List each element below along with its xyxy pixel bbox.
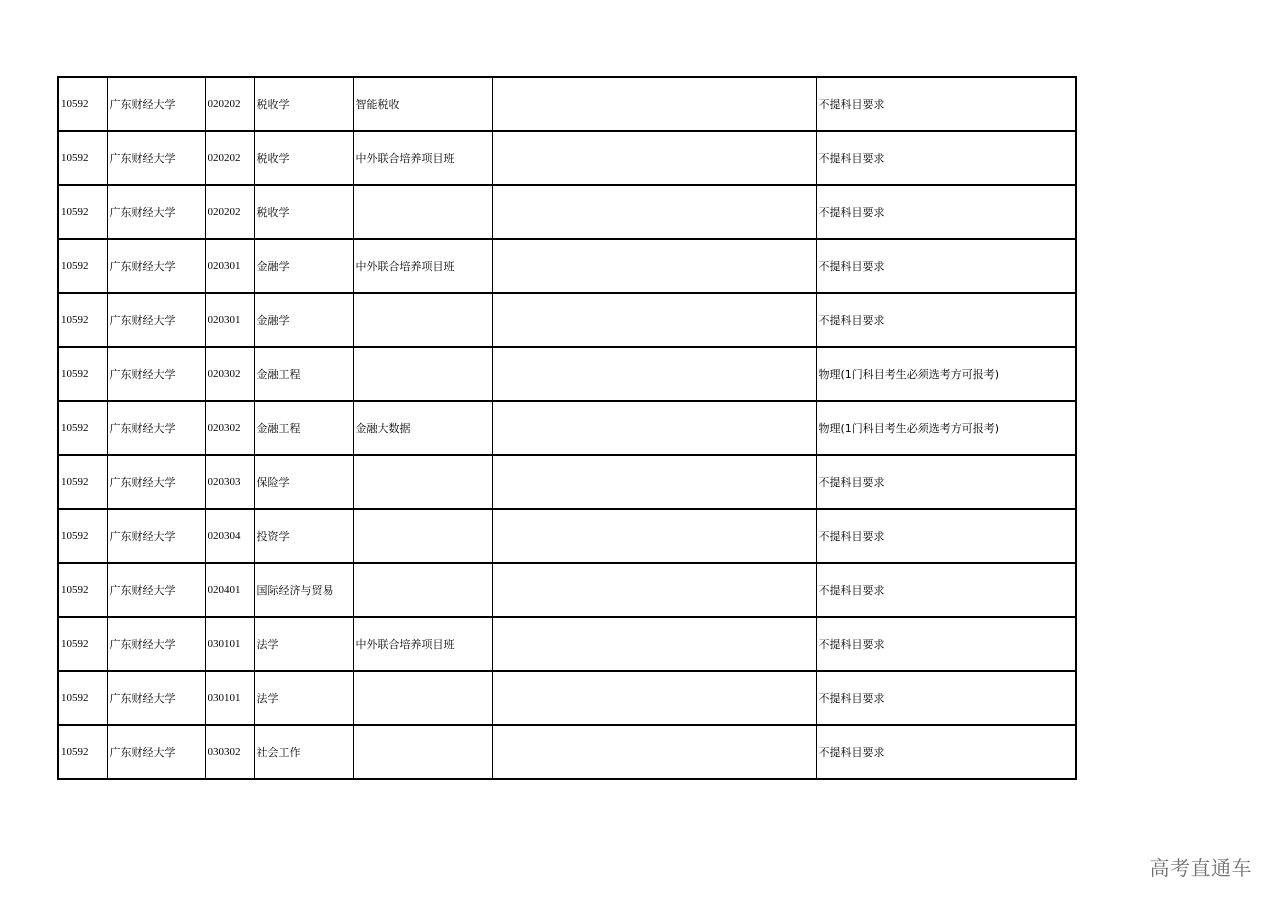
major-name-cell: 金融工程	[254, 401, 353, 455]
major-name-cell: 国际经济与贸易	[254, 563, 353, 617]
notes-cell	[492, 671, 816, 725]
major-name-cell: 税收学	[254, 131, 353, 185]
notes-cell	[492, 131, 816, 185]
school-code-cell: 10592	[58, 401, 107, 455]
major-name-cell: 保险学	[254, 455, 353, 509]
major-name-cell: 投资学	[254, 509, 353, 563]
major-direction-cell: 智能税收	[353, 77, 492, 131]
major-name-cell: 社会工作	[254, 725, 353, 779]
school-code-cell: 10592	[58, 239, 107, 293]
table-row	[58, 725, 1076, 779]
subject-requirement-cell: 不提科目要求	[816, 293, 1076, 347]
major-code-cell: 020302	[205, 347, 254, 401]
school-name-cell: 广东财经大学	[107, 401, 205, 455]
school-code-cell: 10592	[58, 455, 107, 509]
school-code-cell: 10592	[58, 131, 107, 185]
major-code-cell: 030302	[205, 725, 254, 779]
school-code-cell: 10592	[58, 77, 107, 131]
major-code-cell: 030101	[205, 671, 254, 725]
subject-requirement-table	[57, 76, 1077, 780]
major-direction-cell	[353, 563, 492, 617]
major-code-cell: 020202	[205, 77, 254, 131]
major-direction-cell	[353, 347, 492, 401]
school-name-cell: 广东财经大学	[107, 617, 205, 671]
subject-requirement-cell: 不提科目要求	[816, 671, 1076, 725]
table-row	[58, 347, 1076, 401]
major-direction-cell	[353, 185, 492, 239]
school-code-cell: 10592	[58, 617, 107, 671]
school-code-cell: 10592	[58, 347, 107, 401]
major-direction-cell: 中外联合培养项目班	[353, 239, 492, 293]
major-direction-cell	[353, 509, 492, 563]
major-direction-cell	[353, 725, 492, 779]
major-name-cell: 金融学	[254, 239, 353, 293]
watermark: 高考直通车	[1149, 856, 1252, 880]
major-code-cell: 020202	[205, 185, 254, 239]
school-code-cell: 10592	[58, 185, 107, 239]
major-code-cell: 020401	[205, 563, 254, 617]
major-direction-cell: 中外联合培养项目班	[353, 617, 492, 671]
table-row	[58, 185, 1076, 239]
table-row	[58, 455, 1076, 509]
table-row	[58, 77, 1076, 131]
school-name-cell: 广东财经大学	[107, 347, 205, 401]
major-direction-cell	[353, 671, 492, 725]
major-name-cell: 税收学	[254, 185, 353, 239]
table-row	[58, 401, 1076, 455]
school-code-cell: 10592	[58, 509, 107, 563]
school-name-cell: 广东财经大学	[107, 131, 205, 185]
major-name-cell: 金融工程	[254, 347, 353, 401]
major-code-cell: 020301	[205, 293, 254, 347]
table-body	[58, 77, 1076, 779]
subject-requirement-cell: 不提科目要求	[816, 725, 1076, 779]
subject-requirement-cell: 不提科目要求	[816, 185, 1076, 239]
table-row	[58, 293, 1076, 347]
notes-cell	[492, 77, 816, 131]
school-name-cell: 广东财经大学	[107, 239, 205, 293]
notes-cell	[492, 239, 816, 293]
subject-requirement-cell: 不提科目要求	[816, 77, 1076, 131]
major-name-cell: 法学	[254, 617, 353, 671]
school-name-cell: 广东财经大学	[107, 455, 205, 509]
school-code-cell: 10592	[58, 725, 107, 779]
major-code-cell: 030101	[205, 617, 254, 671]
subject-requirement-cell: 不提科目要求	[816, 509, 1076, 563]
subject-requirement-cell: 不提科目要求	[816, 131, 1076, 185]
major-code-cell: 020302	[205, 401, 254, 455]
major-name-cell: 金融学	[254, 293, 353, 347]
major-name-cell: 税收学	[254, 77, 353, 131]
school-code-cell: 10592	[58, 563, 107, 617]
school-name-cell: 广东财经大学	[107, 293, 205, 347]
notes-cell	[492, 185, 816, 239]
school-name-cell: 广东财经大学	[107, 77, 205, 131]
table-row	[58, 131, 1076, 185]
major-code-cell: 020301	[205, 239, 254, 293]
major-code-cell: 020303	[205, 455, 254, 509]
school-code-cell: 10592	[58, 671, 107, 725]
table-row	[58, 671, 1076, 725]
subject-requirement-cell: 物理(1门科目考生必须选考方可报考)	[816, 347, 1076, 401]
school-name-cell: 广东财经大学	[107, 563, 205, 617]
notes-cell	[492, 563, 816, 617]
subject-requirement-cell: 不提科目要求	[816, 563, 1076, 617]
major-code-cell: 020304	[205, 509, 254, 563]
notes-cell	[492, 293, 816, 347]
major-direction-cell	[353, 455, 492, 509]
table-row	[58, 617, 1076, 671]
school-code-cell: 10592	[58, 293, 107, 347]
school-name-cell: 广东财经大学	[107, 185, 205, 239]
school-name-cell: 广东财经大学	[107, 725, 205, 779]
notes-cell	[492, 347, 816, 401]
subject-requirement-cell: 不提科目要求	[816, 239, 1076, 293]
notes-cell	[492, 401, 816, 455]
notes-cell	[492, 725, 816, 779]
table-row	[58, 509, 1076, 563]
subject-requirement-cell: 不提科目要求	[816, 617, 1076, 671]
table-row	[58, 239, 1076, 293]
major-direction-cell: 中外联合培养项目班	[353, 131, 492, 185]
notes-cell	[492, 455, 816, 509]
major-name-cell: 法学	[254, 671, 353, 725]
major-direction-cell	[353, 293, 492, 347]
subject-requirement-cell: 不提科目要求	[816, 455, 1076, 509]
school-name-cell: 广东财经大学	[107, 671, 205, 725]
notes-cell	[492, 617, 816, 671]
table-row	[58, 563, 1076, 617]
subject-requirement-cell: 物理(1门科目考生必须选考方可报考)	[816, 401, 1076, 455]
major-direction-cell: 金融大数据	[353, 401, 492, 455]
major-code-cell: 020202	[205, 131, 254, 185]
school-name-cell: 广东财经大学	[107, 509, 205, 563]
notes-cell	[492, 509, 816, 563]
